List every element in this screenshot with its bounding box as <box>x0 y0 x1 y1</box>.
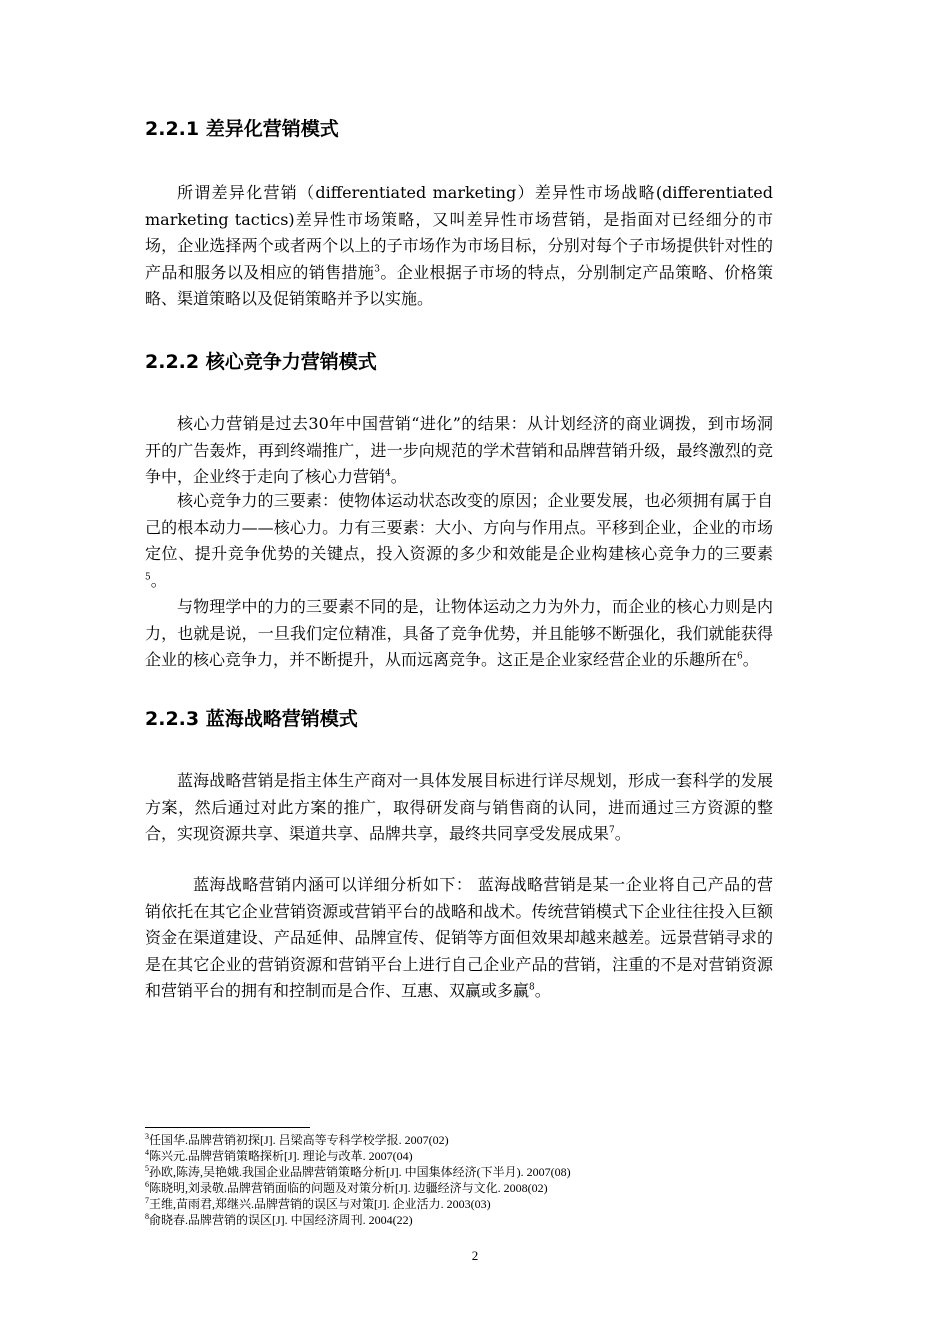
footnote-ref[interactable]: 8 <box>529 982 535 993</box>
footnote-ref[interactable]: 3 <box>374 264 380 275</box>
footnote: $^3$任国华.品牌营销初探[J]. 吕梁高等专科学校学报. 2007(02) <box>145 1132 449 1147</box>
paragraph: 与物理学中的力的三要素不同的是，让物体运动之力为外力，而企业的核心力则是内力，也就是说，一旦我们定位精准，具备了竞争优势，并且能够不断强化，我们就能获得企业的核心竞争力，并不断提升，从而远离竞争。这正是企业家经营企业的乐趣所在$^6$。 <box>145 597 773 669</box>
footnote: $^8$俞晓春.品牌营销的误区[J]. 中国经济周刊. 2004(22) <box>145 1212 413 1227</box>
footnote: $^5$孙欧,陈涛,吴艳娥.我国企业品牌营销策略分析[J]. 中国集体经济(下半月). 2007(08) <box>145 1164 571 1179</box>
paragraph: 所谓差异化营销（differentiated marketing）差异性市场战略(differentiated marketing tactics)差异性市场策略，又叫差异性市场营销，是指面对已经细分的市场，企业选择两个或者两个以上的子市场作为市场目标，分别对每个子市场提供针对性的产品和服务以及相应的销售措施$^3$。企业根据子市场的特点，分别制定产品策略、价格策略、渠道策略以及促销策略并予以实施。 <box>145 183 773 308</box>
section-heading-2-2-1: 2.2.1 差异化营销模式 <box>145 118 339 140</box>
paragraph: 核心力营销是过去30年中国营销“进化”的结果：从计划经济的商业调拨，到市场洞开的广告轰炸，再到终端推广，进一步向规范的学术营销和品牌营销升级，最终激烈的竞争中，企业终于走向了核心力营销$^4$。 <box>145 414 773 486</box>
footnote-ref[interactable]: 6 <box>737 651 743 662</box>
footnote: $^6$陈晓明,刘录敬.品牌营销面临的问题及对策分析[J]. 边疆经济与文化. 2008(02) <box>145 1180 548 1195</box>
footnote: $^7$王维,苗雨君,郑继兴.品牌营销的误区与对策[J]. 企业活力. 2003(03) <box>145 1196 491 1211</box>
footnote-ref[interactable]: 7 <box>609 825 615 836</box>
footnote: $^4$陈兴元.品牌营销策略探析[J]. 理论与改革. 2007(04) <box>145 1148 413 1163</box>
footnote-separator <box>145 1127 310 1128</box>
footnote-ref[interactable]: 4 <box>385 468 391 479</box>
paragraph: 蓝海战略营销是指主体生产商对一具体发展目标进行详尽规划，形成一套科学的发展方案，然后通过对此方案的推广，取得研发商与销售商的认同，进而通过三方资源的整合，实现资源共享、渠道共享、品牌共享，最终共同享受发展成果$^7$。 <box>145 771 773 843</box>
section-heading-2-2-3: 2.2.3 蓝海战略营销模式 <box>145 708 358 730</box>
paragraph: 蓝海战略营销内涵可以详细分析如下： 蓝海战略营销是某一企业将自己产品的营销依托在其它企业营销资源或营销平台的战略和战术。传统营销模式下企业往往投入巨额资金在渠道建设、产品延伸、品牌宣传、促销等方面但效果却越来越差。远景营销寻求的是在其它企业的营销资源和营销平台上进行自己企业产品的营销，注重的不是对营销资源和营销平台的拥有和控制而是合作、互惠、双赢或多赢$^8$。 <box>145 875 773 1000</box>
page-number: 2 <box>471 1248 479 1263</box>
section-heading-2-2-2: 2.2.2 核心竞争力营销模式 <box>145 351 377 373</box>
paragraph: 核心竞争力的三要素：使物体运动状态改变的原因；企业要发展，也必须拥有属于自己的根本动力——核心力。力有三要素：大小、方向与作用点。平移到企业，企业的市场定位、提升竞争优势的关键点，投入资源的多少和效能是企业构建核心竞争力的三要素$^5$。 <box>145 491 773 590</box>
footnote-ref[interactable]: 5 <box>145 572 151 583</box>
